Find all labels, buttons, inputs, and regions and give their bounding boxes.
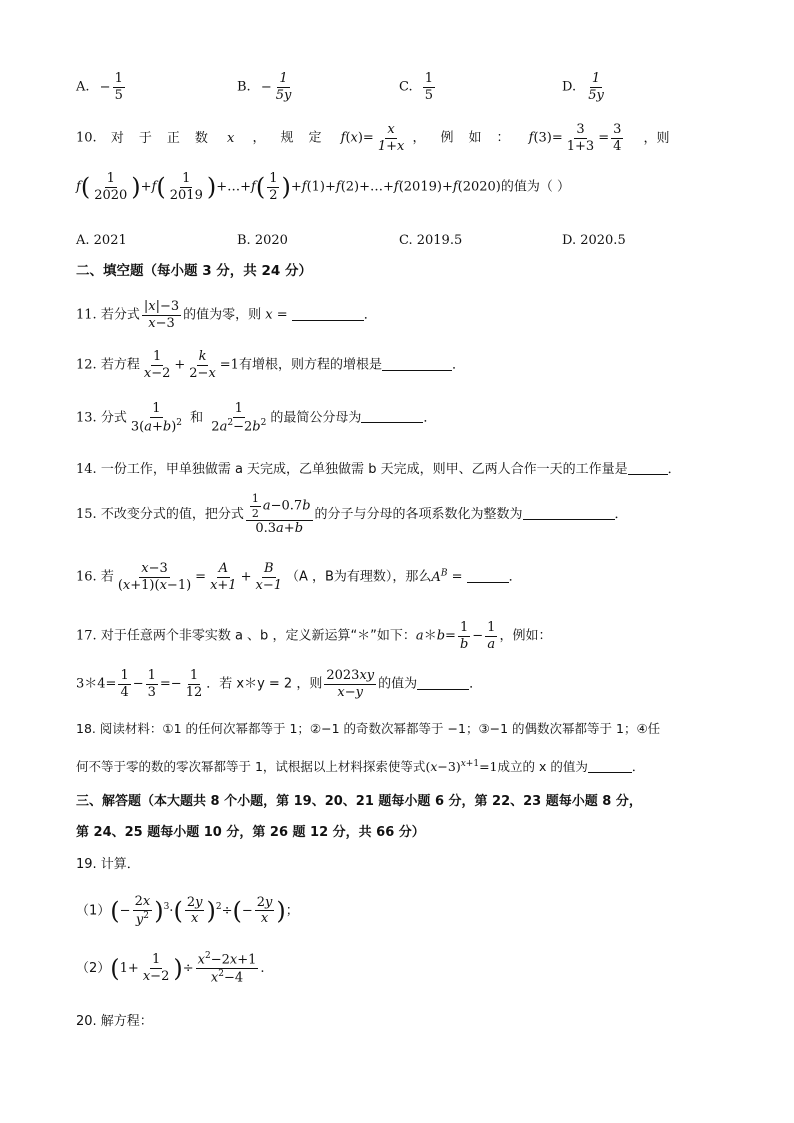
q10-option-c: C. 2019.5 bbox=[399, 233, 463, 248]
q9-option-b: B. − $\frac{1}{5y}$ bbox=[237, 71, 292, 103]
q13: 13. 分式 $\frac{1}{3(a+b)^2}$ 和 $\frac{1}{2a^2-2b^2}$ 的最简公分母为 ． bbox=[76, 401, 437, 434]
section-2-title: 二、填空题（每小题 3 分，共 24 分） bbox=[76, 263, 312, 279]
q10-line1: 10. 对于正数 x ，规定 f(x)= $\frac{x}{1+x}$ ，例如： f(3)= $\frac{3}{1+3}$ = $\frac{3}{4}$ ，则 bbox=[76, 122, 670, 154]
section-3-title-line1: 三、解答题（本大题共 8 个小题，第 19、20、21 题每小题 6 分，第 22、23 题每小题 8 分， bbox=[76, 794, 642, 809]
section-3-title-line2: 第 24、25 题每小题 10 分，第 26 题 12 分，共 66 分） bbox=[76, 825, 425, 840]
q10-option-d: D. 2020.5 bbox=[562, 233, 626, 248]
q16: 16. 若 $\frac{x-3}{(x+1)(x-1)}$ = $\frac{A}{x+1}$ + $\frac{B}{x-1}$ （A ，B为有理数），那么$A^B$ = ． bbox=[76, 561, 522, 593]
q10-option-b: B. 2020 bbox=[237, 233, 288, 248]
q19-part1: （1）(− $\frac{2x}{y^2}$ )$^3$·( $\frac{2y}{x}$ )$^2$÷(− $\frac{2y}{x}$ )； bbox=[76, 894, 299, 927]
q18-line1: 18. 阅读材料：①1 的任何次幂都等于 1；②−1 的奇数次幂都等于 −1；③−1 的偶数次幂都等于 1；④任 bbox=[76, 721, 661, 736]
q9-option-a: A. − $\frac{1}{5}$ bbox=[76, 71, 123, 103]
q10-expression: f( $\frac{1}{2020}$ )+f( $\frac{1}{2019}$ )+…+f( $\frac{1}{2}$ )+f(1)+f(2)+…+f(2019)+f(2020)的值为（ ） bbox=[76, 171, 571, 203]
q15: 15. 不改变分式的值，把分式 $\frac{1}{2}$ a−0.7b 0.3a+b 的分子与分母的各项系数化为整数为 ． bbox=[76, 492, 628, 537]
q9-option-d: D. $\frac{1}{5y}$ bbox=[562, 71, 604, 103]
q10-option-a: A. 2021 bbox=[76, 233, 127, 248]
q9-option-c: C. $\frac{1}{5}$ bbox=[399, 71, 434, 103]
q19-title: 19. 计算． bbox=[76, 857, 140, 872]
q19-part2: （2）(1+ $\frac{1}{x-2}$ )÷ $\frac{x^2-2x+1}{x^2-4}$ . bbox=[76, 951, 265, 986]
q12: 12. 若方程 $\frac{1}{x-2}$ + $\frac{k}{2-x}$ =1有增根，则方程的增根是 ． bbox=[76, 349, 465, 381]
q17-line1: 17. 对于任意两个非零实数 a 、b ，定义新运算“＊”如下：a＊b= $\frac{1}{b}$ − $\frac{1}{a}$ ，例如： bbox=[76, 620, 552, 652]
q11: 11. 若分式 $\frac{|x|-3}{x-3}$ 的值为零，则 x = ． bbox=[76, 299, 377, 331]
q17-line2: 3＊4= $\frac{1}{4}$ − $\frac{1}{3}$ =− $\frac{1}{12}$ ．若 x＊y = 2 ，则 $\frac{2023xy}{x-y}$ 的值为 ． bbox=[76, 668, 483, 700]
q20-title: 20. 解方程： bbox=[76, 1014, 153, 1029]
q14: 14. 一份工作，甲单独做需 a 天完成，乙单独做需 b 天完成，则甲、乙两人合作一天的工作量是 ． bbox=[76, 462, 681, 477]
q18-line2: 何不等于零的数的零次幂都等于 1，试根据以上材料探索使等式$(x-3)^{x+1}=1$成立的 x 的值为 ． bbox=[76, 759, 645, 775]
